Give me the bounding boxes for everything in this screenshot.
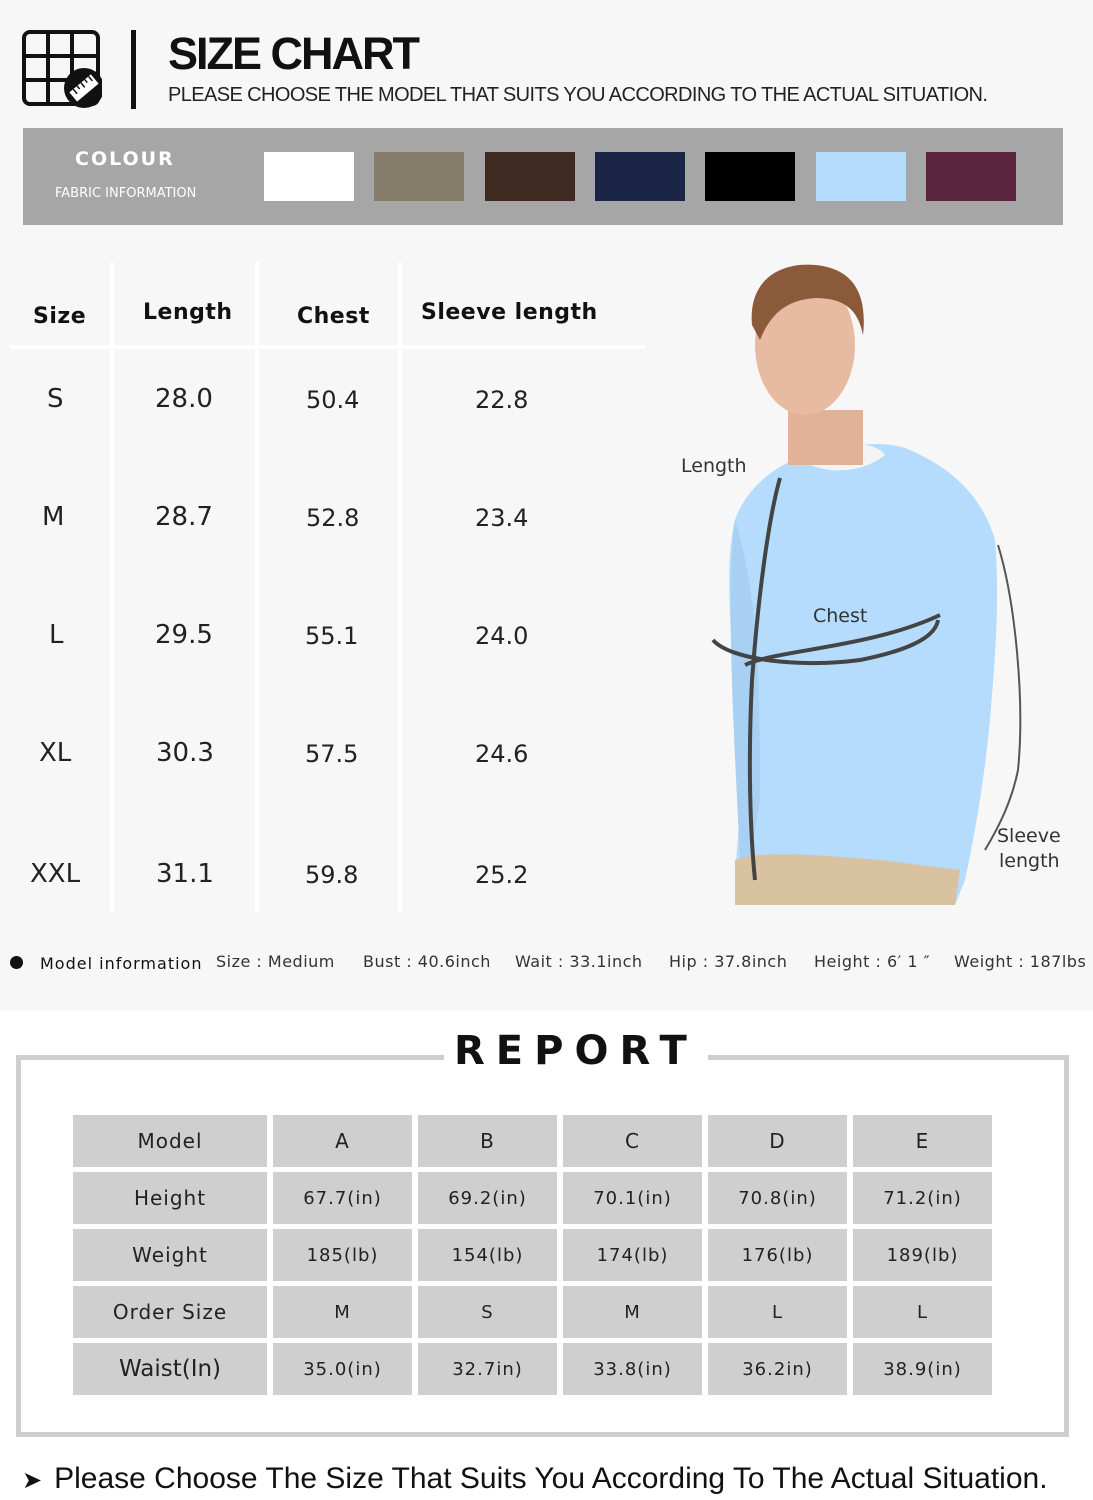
report-row-label: Height <box>73 1172 267 1224</box>
table-header-divider <box>10 345 645 349</box>
report-cell: 33.8(in) <box>563 1343 702 1395</box>
size-cell: S <box>47 384 64 414</box>
report-row-label: Weight <box>73 1229 267 1281</box>
footer-note <box>22 1462 1048 1496</box>
report-cell: 154(lb) <box>418 1229 557 1281</box>
report-cell: 69.2(in) <box>418 1172 557 1224</box>
report-cell: L <box>708 1286 847 1338</box>
model-height: Height : 6′ 1 ″ <box>814 952 931 971</box>
length-cell: 30.3 <box>156 738 214 768</box>
report-cell: S <box>418 1286 557 1338</box>
report-cell: L <box>853 1286 992 1338</box>
chest-cell: 50.4 <box>306 386 360 414</box>
table-divider <box>255 262 259 912</box>
model-bust: Bust : 40.6inch <box>363 952 491 971</box>
colour-swatch-light-blue[interactable] <box>816 152 906 201</box>
chest-cell: 57.5 <box>305 740 359 768</box>
size-cell: XL <box>39 738 72 768</box>
sleeve-cell: 24.0 <box>475 622 529 650</box>
report-cell: 185(lb) <box>273 1229 412 1281</box>
report-cell: 174(lb) <box>563 1229 702 1281</box>
report-title: REPORT <box>444 1028 708 1074</box>
size-cell: L <box>49 620 64 650</box>
length-cell: 28.7 <box>155 502 213 532</box>
report-cell: 70.1(in) <box>563 1172 702 1224</box>
length-label: Length <box>681 455 747 477</box>
arrow-right-icon: ➤ <box>22 1467 43 1494</box>
report-header-cell: C <box>563 1115 702 1167</box>
table-divider <box>398 262 402 912</box>
header-divider <box>131 30 136 109</box>
model-info-label: Model information <box>40 954 203 973</box>
header-sleeve-length: Sleeve length <box>421 300 598 325</box>
chest-cell: 59.8 <box>305 861 359 889</box>
sleeve-label: Sleeve <box>997 825 1061 847</box>
report-cell: 176(lb) <box>708 1229 847 1281</box>
sleeve-label: length <box>999 850 1060 872</box>
header-length: Length <box>143 300 233 325</box>
report-header-cell: E <box>853 1115 992 1167</box>
report-cell: 38.9(in) <box>853 1343 992 1395</box>
colour-label: COLOUR <box>75 148 175 170</box>
report-header-cell: A <box>273 1115 412 1167</box>
length-cell: 29.5 <box>155 620 213 650</box>
sleeve-cell: 22.8 <box>475 386 529 414</box>
fabric-information-label: FABRIC INFORMATION <box>55 186 197 201</box>
bullet-icon <box>10 956 23 969</box>
header-size: Size <box>33 304 87 329</box>
model-size: Size : Medium <box>216 952 335 971</box>
colour-swatch-burgundy[interactable] <box>926 152 1016 201</box>
sleeve-cell: 24.6 <box>475 740 529 768</box>
report-row-label: Order Size <box>73 1286 267 1338</box>
report-cell: 67.7(in) <box>273 1172 412 1224</box>
report-cell: 71.2(in) <box>853 1172 992 1224</box>
table-divider <box>110 262 114 912</box>
colour-swatch-white[interactable] <box>264 152 354 201</box>
report-header-cell: D <box>708 1115 847 1167</box>
sleeve-cell: 23.4 <box>475 504 529 532</box>
model-wait: Wait : 33.1inch <box>515 952 643 971</box>
chest-cell: 55.1 <box>305 622 359 650</box>
model-hip: Hip : 37.8inch <box>669 952 788 971</box>
colour-swatch-brown[interactable] <box>485 152 575 201</box>
report-cell: 189(lb) <box>853 1229 992 1281</box>
report-cell: 32.7in) <box>418 1343 557 1395</box>
size-chart-icon <box>22 30 102 108</box>
sleeve-cell: 25.2 <box>475 861 529 889</box>
report-header-cell: Model <box>73 1115 267 1167</box>
colour-swatch-khaki[interactable] <box>374 152 464 201</box>
page-subtitle: PLEASE CHOOSE THE MODEL THAT SUITS YOU ACCORDING TO THE ACTUAL SITUATION. <box>168 84 988 106</box>
report-row-label: Waist(In) <box>73 1343 267 1395</box>
model-weight: Weight : 187lbs <box>954 952 1087 971</box>
model-illustration <box>650 260 1050 910</box>
report-cell: M <box>563 1286 702 1338</box>
colour-swatch-navy[interactable] <box>595 152 685 201</box>
colour-swatch-black[interactable] <box>705 152 795 201</box>
report-cell: 36.2in) <box>708 1343 847 1395</box>
size-cell: XXL <box>30 859 81 889</box>
length-cell: 28.0 <box>155 384 213 414</box>
size-cell: M <box>42 502 65 532</box>
footer-text: Please Choose The Size That Suits You According To The Actual Situation. <box>54 1462 1048 1495</box>
report-cell: M <box>273 1286 412 1338</box>
chest-cell: 52.8 <box>306 504 360 532</box>
report-header-cell: B <box>418 1115 557 1167</box>
report-cell: 35.0(in) <box>273 1343 412 1395</box>
page-title: SIZE CHART <box>168 28 418 79</box>
report-cell: 70.8(in) <box>708 1172 847 1224</box>
chest-label: Chest <box>813 605 868 627</box>
header-chest: Chest <box>297 304 370 329</box>
length-cell: 31.1 <box>156 859 214 889</box>
